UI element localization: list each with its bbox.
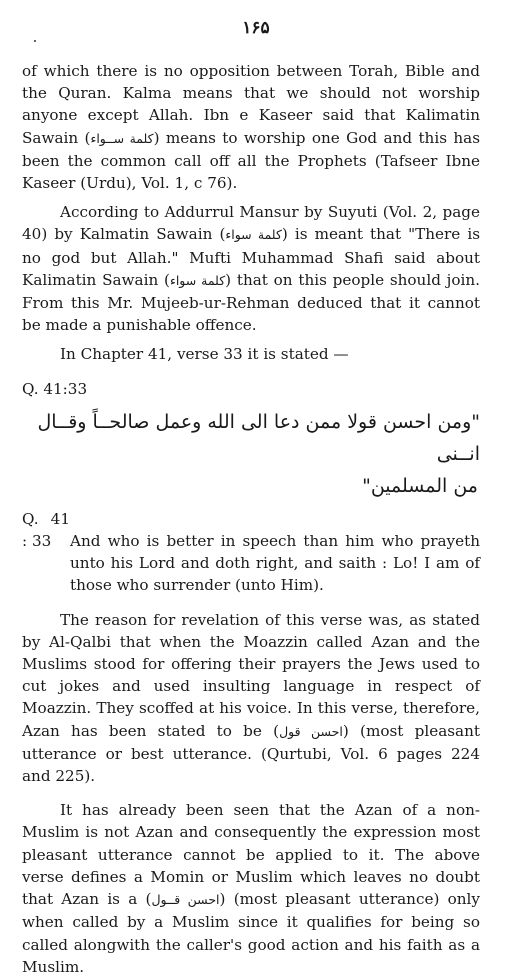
- verse-translation: [22, 508, 480, 597]
- speck-mark: [34, 40, 36, 42]
- arabic-inline: كلمة سواء: [169, 272, 226, 288]
- arabic-inline: كلمة ســواء: [90, 130, 154, 146]
- verse-reference: Q. 41:33: [22, 379, 88, 398]
- paragraph-2: According to Addurrul Mansur by Suyuti (Vol. 2, page 40) by Kalmatin Sawain (كلمة سواء) is meant that "There is no god but Allah." Mufti Muhammad Shafi said about Kalimatin Sawain (كلمة سواء) that on this people should join. From this Mr. Mujeeb-ur-Rehman deduced that it cannot be made a punishable offence.: [22, 203, 481, 335]
- arabic-verse-line-2: من المسلمين": [362, 474, 478, 497]
- arabic-inline: احسن قول: [279, 723, 343, 739]
- paragraph-1: of which there is no opposition between Torah, Bible and the Quran. Kalma means that we should not worship anyone except Allah. Ibn e Kaseer said that Kalimatin Sawain (كلمة ســواء) means to worship one God and this has been the common call off all the Prophets (Tafseer Ibne Kaseer (Urdu), Vol. 1, c 76).: [22, 62, 480, 193]
- arabic-inline: احسن قــول: [151, 892, 220, 908]
- translation-text: And who is better in speech than him who prayeth unto his Lord and doth right, and saith : Lo! I am of those who surrender (unto Him).: [70, 532, 480, 595]
- paragraph-4: The reason for revelation of this verse was, as stated by Al-Qalbi that when the Moazzin called Azan and the Muslims stood for offering their prayers the Jews used to cut jokes and used insulting language in respect of Moazzin. They scoffed at his voice. In this verse, therefore, Azan has been stated to be (احسن قول) (most pleasant utterance or best utterance. (Qurtubi, Vol. 6 pages 224 and 225).: [22, 610, 480, 786]
- arabic-verse-line-1: "ومن احسن قولا ممن دعا الى الله وعمل صالحــاً وقــال انــنى: [37, 410, 480, 465]
- translation-label: Q. 41 : 33: [22, 509, 70, 551]
- page-body: [22, 60, 480, 978]
- paragraph-5: It has already been seen that the Azan of a non-Muslim is not Azan and consequently the expression most pleasant utterance cannot be applied to it. The above verse defines a Momin or Muslim which leaves no doubt that Azan is a (احسن قــول) (most pleasant utterance) only when called by a Muslim since it qualifies for being so called alongwith the caller's good action and his faith as a Muslim.: [22, 801, 480, 976]
- arabic-verse: [22, 406, 480, 502]
- arabic-inline: كلمة سواء: [225, 227, 282, 243]
- paragraph-3: In Chapter 41, verse 33 it is stated —: [60, 345, 349, 364]
- page-number: ۱۶۵: [242, 18, 270, 38]
